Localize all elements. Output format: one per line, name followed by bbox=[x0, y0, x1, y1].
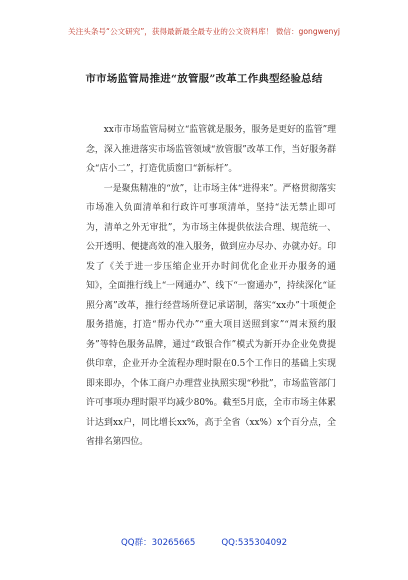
header-banner: 关注头条号“公文研究”，获得最新最全最专业的公文资料库！ 微信：gongwenyj bbox=[68, 27, 340, 36]
footer-contact bbox=[0, 536, 408, 548]
document-body bbox=[86, 121, 336, 453]
footer-qq-number: QQ:535304092 bbox=[221, 538, 288, 548]
document-title: 市市场监管局推进“放管服”改革工作典型经验总结 bbox=[85, 73, 323, 85]
footer-qq-group: QQ群：30265665 bbox=[120, 538, 196, 548]
paragraph-point-one: 一是聚焦精准的“放”，让市场主体“进得来”。严格贯彻落实市场准入负面清单和行政许可事项清单，坚持“法无禁止即可为，清单之外无审批”，为市场主体提供依法合理、规范统一、公开透明、便捷高效的准入服务，做到应办尽办、办就办好。印发了《关于进一步压缩企业开办时间优化企业开办服务的通知》，全面推行线上“一网通办”、线下“一窗通办”，持续深化“证照分离”改革，推行经营场所登记承诺制，落实“xx办”十项便企服务措施，打造“帮办代办”“重大项目送照到家”“周末预约服务”等特色服务品牌，通过“政银合作”模式为新开办企业免费提供印章，企业开办全流程办理时限在0.5个工作日的基础上实现即来即办，个体工商户办理营业执照实现“秒批”，市场监管部门许可事项办理时限平均减少80%。截至5月底，全市市场主体累计达到xx户，同比增长xx%，高于全省（xx%）x个百分点，全省排名第四位。 bbox=[86, 183, 336, 447]
paragraph-intro: xx市市场监管局树立“监管就是服务，服务是更好的监管”理念，深入推进落实市场监管领域“放管服”改革工作，当好服务群众“店小二”，打造优质窗口“新标杆”。 bbox=[86, 125, 336, 174]
